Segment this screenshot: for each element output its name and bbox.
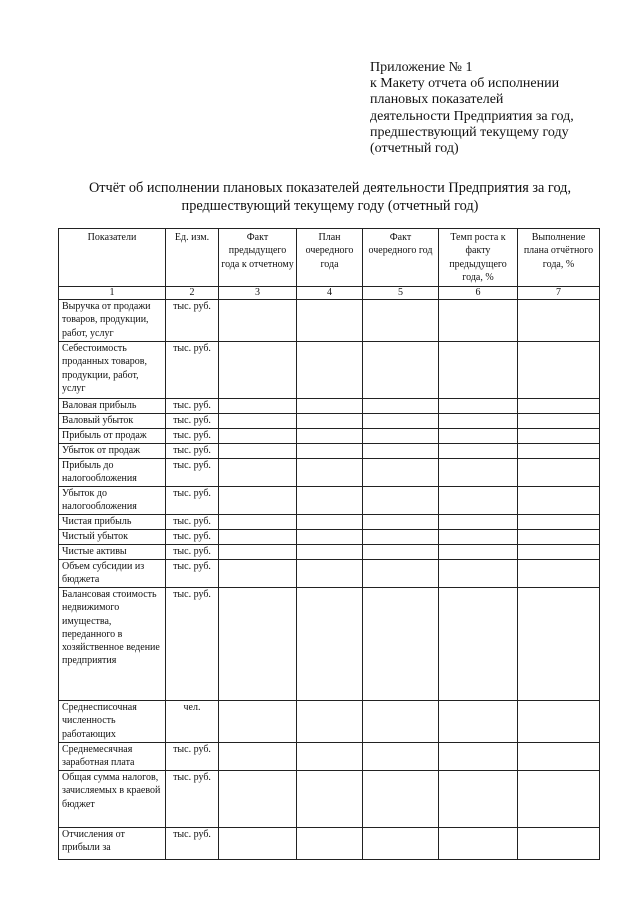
value-cell[interactable] bbox=[297, 588, 363, 701]
indicator-label: Выручка от продажи товаров, продукции, работ, услуг bbox=[59, 300, 166, 342]
value-cell[interactable] bbox=[518, 530, 600, 545]
value-cell[interactable] bbox=[363, 399, 439, 414]
header-row bbox=[59, 229, 600, 287]
value-cell[interactable] bbox=[219, 701, 297, 743]
value-cell[interactable] bbox=[297, 545, 363, 560]
value-cell[interactable] bbox=[363, 414, 439, 429]
indicator-label: Объем субсидии из бюджета bbox=[59, 560, 166, 588]
appendix-block bbox=[370, 60, 630, 157]
header-unit: Ед. изм. bbox=[166, 229, 219, 287]
value-cell[interactable] bbox=[439, 828, 518, 860]
unit-cell: тыс. руб. bbox=[166, 588, 219, 701]
value-cell[interactable] bbox=[363, 300, 439, 342]
indicator-label: Валовая прибыль bbox=[59, 399, 166, 414]
table-row bbox=[59, 515, 600, 530]
appendix-line: к Макету отчета об исполнении bbox=[370, 76, 560, 92]
unit-cell: тыс. руб. bbox=[166, 300, 219, 342]
value-cell[interactable] bbox=[297, 828, 363, 860]
value-cell[interactable] bbox=[363, 743, 439, 771]
value-cell[interactable] bbox=[439, 545, 518, 560]
value-cell[interactable] bbox=[439, 399, 518, 414]
value-cell[interactable] bbox=[518, 828, 600, 860]
value-cell[interactable] bbox=[363, 515, 439, 530]
value-cell[interactable] bbox=[219, 828, 297, 860]
table-row bbox=[59, 487, 600, 515]
table-row bbox=[59, 414, 600, 429]
unit-cell: чел. bbox=[166, 701, 219, 743]
column-number: 2 bbox=[166, 287, 219, 300]
value-cell[interactable] bbox=[297, 515, 363, 530]
value-cell[interactable] bbox=[363, 487, 439, 515]
table-row bbox=[59, 743, 600, 771]
indicator-label: Прибыль до налогообложения bbox=[59, 459, 166, 487]
value-cell[interactable] bbox=[363, 530, 439, 545]
indicator-label: Чистые активы bbox=[59, 545, 166, 560]
value-cell[interactable] bbox=[363, 429, 439, 444]
value-cell[interactable] bbox=[439, 342, 518, 399]
column-number: 1 bbox=[59, 287, 166, 300]
table-row bbox=[59, 560, 600, 588]
header-plan-execution: Выполнение плана отчётного года, % bbox=[518, 229, 600, 287]
table-row bbox=[59, 701, 600, 743]
appendix-line: (отчетный год) bbox=[370, 141, 459, 157]
table-row bbox=[59, 444, 600, 459]
value-cell[interactable] bbox=[363, 701, 439, 743]
value-cell[interactable] bbox=[219, 588, 297, 701]
value-cell[interactable] bbox=[439, 429, 518, 444]
unit-cell: тыс. руб. bbox=[166, 771, 219, 828]
table-row bbox=[59, 429, 600, 444]
value-cell[interactable] bbox=[297, 701, 363, 743]
unit-cell: тыс. руб. bbox=[166, 399, 219, 414]
value-cell[interactable] bbox=[439, 444, 518, 459]
indicator-label: Балансовая стоимость недвижимого имущества, переданного в хозяйственное ведение предприятия bbox=[59, 588, 166, 701]
column-numbers-row bbox=[59, 287, 600, 300]
value-cell[interactable] bbox=[518, 399, 600, 414]
value-cell[interactable] bbox=[439, 588, 518, 701]
value-cell[interactable] bbox=[518, 429, 600, 444]
column-number: 7 bbox=[518, 287, 600, 300]
value-cell[interactable] bbox=[297, 300, 363, 342]
table-row bbox=[59, 530, 600, 545]
value-cell[interactable] bbox=[297, 487, 363, 515]
value-cell[interactable] bbox=[518, 487, 600, 515]
table-row bbox=[59, 399, 600, 414]
table-row bbox=[59, 545, 600, 560]
value-cell[interactable] bbox=[219, 399, 297, 414]
value-cell[interactable] bbox=[219, 414, 297, 429]
value-cell[interactable] bbox=[363, 771, 439, 828]
value-cell[interactable] bbox=[297, 429, 363, 444]
value-cell[interactable] bbox=[518, 342, 600, 399]
value-cell[interactable] bbox=[219, 300, 297, 342]
value-cell[interactable] bbox=[518, 459, 600, 487]
value-cell[interactable] bbox=[297, 743, 363, 771]
unit-cell: тыс. руб. bbox=[166, 530, 219, 545]
value-cell[interactable] bbox=[297, 414, 363, 429]
value-cell[interactable] bbox=[363, 444, 439, 459]
value-cell[interactable] bbox=[219, 743, 297, 771]
indicator-label: Среднемесячная заработная плата bbox=[59, 743, 166, 771]
appendix-line: Приложение № 1 bbox=[370, 60, 473, 75]
value-cell[interactable] bbox=[219, 545, 297, 560]
report-title-line-1: Отчёт об исполнении плановых показателей деятельности Предприятия за год, bbox=[88, 180, 572, 196]
unit-cell: тыс. руб. bbox=[166, 414, 219, 429]
value-cell[interactable] bbox=[518, 545, 600, 560]
indicator-label: Чистый убыток bbox=[59, 530, 166, 545]
value-cell[interactable] bbox=[518, 771, 600, 828]
value-cell[interactable] bbox=[297, 530, 363, 545]
value-cell[interactable] bbox=[439, 743, 518, 771]
unit-cell: тыс. руб. bbox=[166, 828, 219, 860]
column-number: 5 bbox=[363, 287, 439, 300]
unit-cell: тыс. руб. bbox=[166, 515, 219, 530]
unit-cell: тыс. руб. bbox=[166, 342, 219, 399]
value-cell[interactable] bbox=[297, 342, 363, 399]
value-cell[interactable] bbox=[518, 300, 600, 342]
indicator-label: Убыток от продаж bbox=[59, 444, 166, 459]
column-number: 6 bbox=[439, 287, 518, 300]
value-cell[interactable] bbox=[518, 588, 600, 701]
table-row bbox=[59, 588, 600, 701]
value-cell[interactable] bbox=[518, 560, 600, 588]
value-cell[interactable] bbox=[219, 515, 297, 530]
header-next-fact: Факт очередного год bbox=[363, 229, 439, 287]
value-cell[interactable] bbox=[439, 771, 518, 828]
value-cell[interactable] bbox=[219, 342, 297, 399]
value-cell[interactable] bbox=[439, 414, 518, 429]
column-number: 4 bbox=[297, 287, 363, 300]
indicator-label: Себестоимость проданных товаров, продукции, работ, услуг bbox=[59, 342, 166, 399]
value-cell[interactable] bbox=[297, 444, 363, 459]
unit-cell: тыс. руб. bbox=[166, 429, 219, 444]
indicator-label: Среднесписочная численность работающих bbox=[59, 701, 166, 743]
report-table bbox=[58, 228, 600, 860]
value-cell[interactable] bbox=[518, 515, 600, 530]
value-cell[interactable] bbox=[297, 399, 363, 414]
value-cell[interactable] bbox=[518, 444, 600, 459]
table-row bbox=[59, 459, 600, 487]
table-row bbox=[59, 771, 600, 828]
value-cell[interactable] bbox=[518, 701, 600, 743]
unit-cell: тыс. руб. bbox=[166, 545, 219, 560]
value-cell[interactable] bbox=[363, 459, 439, 487]
appendix-line: деятельности Предприятия за год, bbox=[370, 108, 574, 124]
unit-cell: тыс. руб. bbox=[166, 487, 219, 515]
unit-cell: тыс. руб. bbox=[166, 459, 219, 487]
header-prev-fact: Факт предыдущего года к отчетному bbox=[219, 229, 297, 287]
table-row bbox=[59, 342, 600, 399]
value-cell[interactable] bbox=[219, 459, 297, 487]
value-cell[interactable] bbox=[219, 560, 297, 588]
table-row bbox=[59, 300, 600, 342]
column-number: 3 bbox=[219, 287, 297, 300]
value-cell[interactable] bbox=[439, 459, 518, 487]
value-cell[interactable] bbox=[297, 560, 363, 588]
value-cell[interactable] bbox=[363, 342, 439, 399]
header-next-plan: План очередного года bbox=[297, 229, 363, 287]
value-cell[interactable] bbox=[219, 487, 297, 515]
value-cell[interactable] bbox=[518, 743, 600, 771]
value-cell[interactable] bbox=[439, 530, 518, 545]
indicator-label: Общая сумма налогов, зачисляемых в краевой бюджет bbox=[59, 771, 166, 828]
report-title-line-2: предшествующий текущему году (отчетный год) bbox=[181, 197, 479, 214]
indicator-label: Прибыль от продаж bbox=[59, 429, 166, 444]
indicator-label: Убыток до налогообложения bbox=[59, 487, 166, 515]
unit-cell: тыс. руб. bbox=[166, 444, 219, 459]
value-cell[interactable] bbox=[439, 701, 518, 743]
value-cell[interactable] bbox=[363, 545, 439, 560]
header-growth-rate: Темп роста к факту предыдущего года, % bbox=[439, 229, 518, 287]
value-cell[interactable] bbox=[219, 429, 297, 444]
header-indicators: Показатели bbox=[59, 229, 166, 287]
report-title bbox=[40, 180, 620, 215]
value-cell[interactable] bbox=[439, 487, 518, 515]
value-cell[interactable] bbox=[439, 515, 518, 530]
value-cell[interactable] bbox=[363, 588, 439, 701]
value-cell[interactable] bbox=[518, 414, 600, 429]
table-row bbox=[59, 828, 600, 860]
value-cell[interactable] bbox=[219, 530, 297, 545]
indicator-label: Чистая прибыль bbox=[59, 515, 166, 530]
value-cell[interactable] bbox=[219, 444, 297, 459]
appendix-line: предшествующий текущему году bbox=[370, 124, 569, 140]
value-cell[interactable] bbox=[297, 459, 363, 487]
value-cell[interactable] bbox=[363, 828, 439, 860]
value-cell[interactable] bbox=[297, 771, 363, 828]
unit-cell: тыс. руб. bbox=[166, 560, 219, 588]
value-cell[interactable] bbox=[363, 560, 439, 588]
value-cell[interactable] bbox=[439, 300, 518, 342]
indicator-label: Отчисления от прибыли за bbox=[59, 828, 166, 860]
value-cell[interactable] bbox=[219, 771, 297, 828]
unit-cell: тыс. руб. bbox=[166, 743, 219, 771]
indicator-label: Валовый убыток bbox=[59, 414, 166, 429]
appendix-line: плановых показателей bbox=[370, 92, 504, 108]
value-cell[interactable] bbox=[439, 560, 518, 588]
